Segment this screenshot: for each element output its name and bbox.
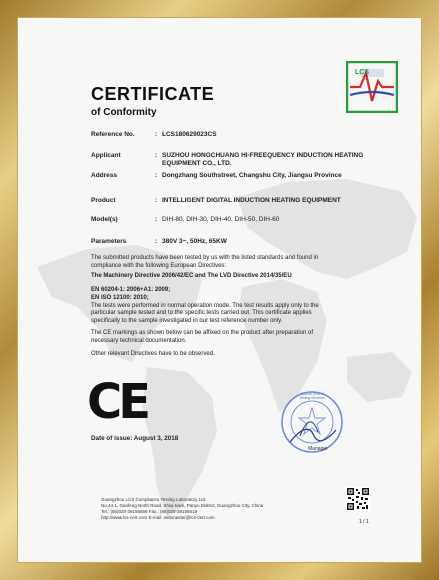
product-label: Product — [91, 197, 116, 204]
page-number: 1 / 1 — [359, 519, 369, 525]
other-directives-text: Other relevant Directives have to be observed. — [91, 351, 215, 357]
footer-web: http://www.lcs-cert.com E-mail: webmaster@lcs-cert.com — [101, 515, 215, 520]
footer-company: Guangzhou LCS Compliance Testing Laboratory Ltd. — [101, 497, 207, 502]
models-label: Model(s) — [91, 216, 118, 223]
applicant-value-line2: EQUIPMENT CO., LTD. — [162, 160, 232, 167]
tests-line2: particular sample tested and to the specific tests carried out. This certificate applies — [91, 310, 312, 316]
reference-value: LCS180629023CS — [162, 131, 217, 138]
parameters-colon: : — [155, 238, 158, 245]
product-value: INTELLIGENT DIGITAL INDUCTION HEATING EQUIPMENT — [162, 197, 341, 204]
applicant-label: Applicant — [91, 152, 121, 159]
address-colon: : — [155, 172, 158, 179]
parameters-value: 380V 3~, 50Hz, 65KW — [162, 238, 227, 245]
parameters-label: Parameters — [91, 238, 127, 245]
statement-line2: compliance with the following European Directives: — [91, 262, 227, 269]
footer-phone: Tel.: (86)020-39156659 Fax.: (86)020-39156619 — [101, 509, 198, 514]
stamp-text: Special Seal of Testing Services — [299, 392, 325, 400]
models-colon: : — [155, 216, 158, 223]
directives-text: The Machinery Directive 2006/42/EC and The LVD Directive 2014/35/EU — [91, 273, 292, 279]
tests-line3: specifically to the sample investigated in our test reference number only. — [91, 317, 283, 324]
tests-line1: The tests were performed in normal operation mode. The test results apply only to the — [91, 302, 319, 309]
reference-label: Reference No. — [91, 131, 135, 138]
certificate-page — [17, 17, 422, 563]
standard-2: EN ISO 12100: 2010; — [91, 295, 149, 301]
applicant-value-line1: SUZHOU HONGCHUANG HI-FREEQUENCY INDUCTION HEATING — [162, 152, 364, 159]
address-label: Address — [91, 172, 118, 179]
certificate-subtitle: of Conformity — [91, 107, 157, 118]
date-of-issue: Date of issue: August 3, 2018 — [91, 435, 179, 442]
ce-mark-icon: CE — [87, 374, 148, 430]
lcs-logo-icon — [346, 61, 398, 113]
models-value: DIH-80, DIH-30, DIH-40, DIH-50, DIH-60 — [162, 216, 280, 223]
ce-marking-line1: The CE markings as shown below can be affixed on the product after preparation of — [91, 330, 314, 336]
ce-marking-line2: necessary technical documentation. — [91, 337, 187, 344]
standard-1: EN 60204-1: 2006+A1: 2009; — [91, 287, 171, 293]
applicant-colon: : — [155, 152, 158, 159]
logo-letters: LCS — [355, 69, 369, 76]
signature-role: Manager — [308, 446, 328, 452]
product-colon: : — [155, 197, 158, 204]
reference-colon: : — [155, 131, 158, 138]
statement-line1: The submitted products have been tested by us with the listed standards and found in — [91, 255, 319, 261]
footer-address: No.44-1, Gaofeng North Road, Shiqi town, Panyu District, Guangzhou City, China — [101, 503, 264, 508]
address-value: Dongzhang Southstreet, Changshu City, Jiangsu Province — [162, 172, 342, 179]
certificate-title: CERTIFICATE — [91, 84, 215, 104]
qr-code-icon — [346, 487, 370, 511]
